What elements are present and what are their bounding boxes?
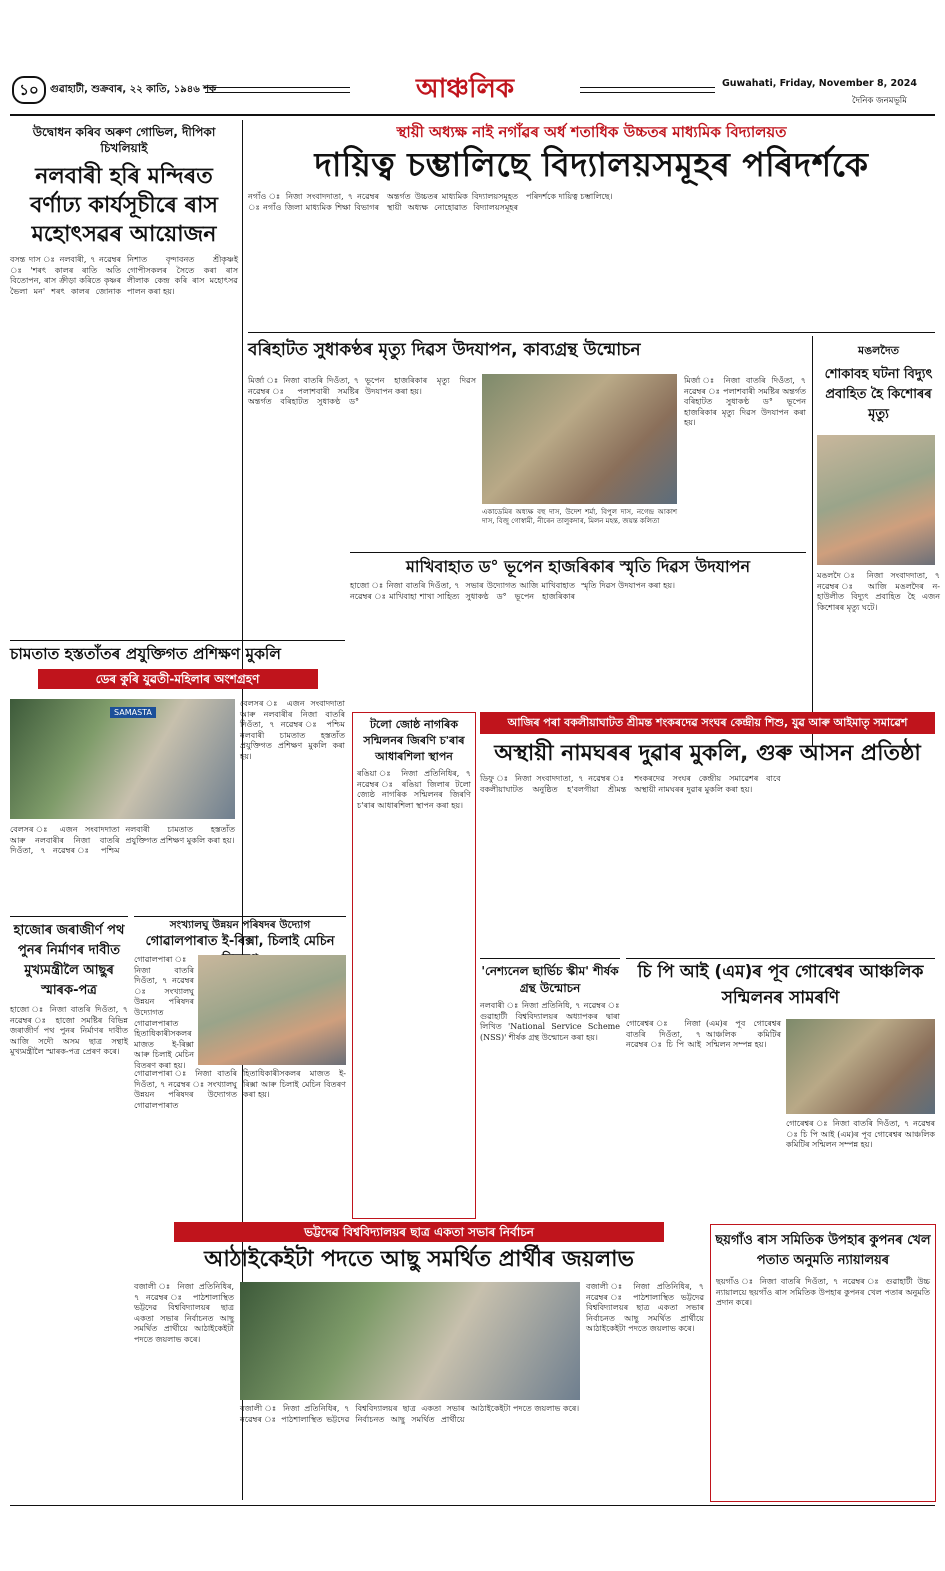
story-headline: 'নেশ্যনেল ছাৰ্ভিচ স্কীম' শীৰ্ষক গ্ৰন্থ উন্মোচন — [481, 964, 619, 995]
nalbari-raas-story — [10, 120, 238, 630]
mangaldoi-story — [812, 336, 940, 746]
cpim-story — [626, 958, 935, 1221]
story-kicker: আজিৰ পৰা বকলীয়াঘাটত শ্ৰীমন্ত শংকৰদেৱ সংঘৰ কেন্দ্ৰীয় শিশু, যুৱ আৰু আইমাতৃ সমাৱেশ — [480, 712, 935, 734]
story-body: ছয়গাঁও ঃ নিজা বাতৰি দিওঁতা, ৭ নৱেম্বৰ ঃ গুৱাহাটী উচ্চ ন্যায়ালয়ে ছয়গাঁও ৰাস সমিতিক উপহাৰ কুপনৰ খেল পতাৰ অনুমতি প্ৰদান কৰে। — [716, 1277, 930, 1308]
story-headline: বৰিহাটত সুধাকণ্ঠৰ মৃত্যু দিৱস উদযাপন, কাব্যগ্ৰন্থ উন্মোচন — [248, 340, 641, 360]
story-headline: গোৱালপাৰাত ই-ৰিক্সা, চিলাই মেচিন — [145, 934, 335, 949]
paper-name: দৈনিক জনমভূমি — [852, 96, 907, 106]
story-body: হাজো ঃ নিজা বাতৰি দিওঁতা, ৭ নৱেম্বৰ ঃ মাখিবাহা শাখা সাহিত্য সভাৰ উদ্যোগত আজি মাখিবাহাত সুধাকণ্ঠ ড° ভূপেন হাজৰিকাৰ স্মৃতি দিৱস উদযাপন কৰা হয়। — [350, 581, 675, 601]
barhat-photo — [482, 374, 677, 504]
story-kicker: উদ্বোধন কৰিব অৰুণ গোভিল, দীপিকা চিখলিয়াই — [32, 125, 216, 155]
story-body: বজালী ঃ নিজা প্ৰতিনিধিৰ, ৭ নৱেম্বৰ ঃ পাঠশালাস্থিত ভট্টদেৱ বিশ্ববিদ্যালয়ৰ ছাত্ৰ একতা সভাৰ নিৰ্বাচনত আছু সমৰ্থিত প্ৰাৰ্থীয়ে আঠাইকেইটা পদতে জয়লাভ কৰে। — [134, 1282, 234, 1344]
masthead-rule-left — [205, 87, 350, 93]
story-body: ডিফু ঃ নিজা সংবাদদাতা, ৭ নৱেম্বৰ ঃ বকলীয়াঘাটত অনুষ্ঠিত হ'বলগীয়া শ্ৰীমন্ত শংকৰদেৱ সংঘৰ কেন্দ্ৰীয় সমাৱেশৰ বাবে অস্থায়ী নামঘৰৰ দুৱাৰ মুকলি কৰা হয়। — [480, 774, 781, 794]
top-story — [248, 122, 935, 327]
story-body: নলবাৰী ঃ নিজা প্ৰতিনিধি, ৭ নৱেম্বৰ ঃ গুৱাহাটী বিশ্ববিদ্যালয়ৰ অধ্যাপকৰ দ্বাৰা লিখিত 'National Service Scheme (NSS)' শীৰ্ষক গ্ৰন্থ উন্মোচন কৰা হয়। — [480, 1001, 620, 1042]
story-headline: চি পি আই (এম)ৰ পূব গোৰেশ্বৰ আঞ্চলিক সন্মিলনৰ সামৰণি — [637, 962, 924, 1008]
story-body: গোৱালপাৰা ঃ নিজা বাতৰি দিওঁতা, ৭ নৱেম্বৰ ঃ সংখ্যালঘু উন্নয়ন পৰিষদৰ উদ্যোগত গোৱালপাৰাত হিতাধিকাৰীসকলৰ মাজত ই-ৰিক্সা আৰু চিলাই মেচিন বিতৰণ কৰা হয়। — [134, 955, 194, 1070]
hajo-road-story — [10, 916, 128, 1502]
story-headline: চামতাত হস্ততাঁতৰ প্ৰযুক্তিগত প্ৰশিক্ষণ মুকলি — [10, 645, 281, 663]
story-headline: শোকাবহ ঘটনা বিদ্যুৎ প্ৰবাহিত হৈ কিশোৰৰ মৃত্যু — [824, 367, 933, 422]
story-body-cont: গোৰেশ্বৰ ঃ নিজা বাতৰি দিওঁতা, ৭ নৱেম্বৰ ঃ চি পি আই (এম)ৰ পূব গোৰেশ্বৰ আঞ্চলিক কমিটিৰ সন্মিলন সম্পন্ন হয়। — [786, 1119, 935, 1150]
story-headline: ছয়গাঁও ৰাস সমিতিক উপহাৰ কুপনৰ খেল পতাত অনুমতি ন্যায়ালয়ৰ — [715, 1233, 931, 1268]
victim-photo — [817, 435, 935, 565]
masthead-rule-right — [580, 87, 715, 93]
story-kicker: সংখ্যালঘু উন্নয়ন পৰিষদৰ উদ্যোগ — [169, 919, 311, 931]
story-headline: নলবাৰী হৰি মন্দিৰত বৰ্ণাঢ্য কাৰ্যসূচীৰে ৰাস মহোৎসৱৰ আয়োজন — [30, 164, 218, 247]
story-body: নগাঁও ঃ নিজা সংবাদদাতা, ৭ নৱেম্বৰ ঃ নগাঁও জিলা মাধ্যমিক শিক্ষা বিভাগৰ অন্তৰ্গত উচ্চতৰ মাধ্যমিক বিদ্যালয়সমূহত স্থায়ী অধ্যক্ষ নোহোৱাত বিদ্যালয়সমূহৰ পৰিদৰ্শকে দায়িত্ব চম্ভালিছে। — [248, 192, 613, 212]
story-body: বেলসৰ ঃ এজন সংবাদদাতা আৰু নলবাৰীৰ নিজা বাতৰি দিওঁতা, ৭ নৱেম্বৰ ঃ পশ্চিম নলবাৰী চামতাত হস্ততাঁত প্ৰযুক্তিগত প্ৰশিক্ষণ মুকলি কৰা হয়। — [240, 699, 345, 761]
cpim-photo — [786, 1019, 935, 1114]
story-body-cont2: বজালী ঃ নিজা প্ৰতিনিধিৰ, ৭ নৱেম্বৰ ঃ পাঠশালাস্থিত ভট্টদেৱ বিশ্ববিদ্যালয়ৰ ছাত্ৰ একতা সভাৰ নিৰ্বাচনত আছু সমৰ্থিত প্ৰাৰ্থীয়ে আঠাইকেইটা পদতে জয়লাভ কৰে। — [586, 1282, 704, 1334]
story-headline: টলো জোষ্ঠ নাগৰিক সন্মিলনৰ জিৰণি চ'ৰাৰ আধাৰশিলা স্থাপন — [363, 718, 465, 763]
story-headline: অস্থায়ী নামঘৰৰ দুৱাৰ মুকলি, গুৰু আসন প্ৰতিষ্ঠা — [494, 741, 921, 766]
story-body: মঙলদৈ ঃ নিজা সংবাদদাতা, ৭ নৱেম্বৰ ঃ আজি মঙলদৈৰ ন-হাউলীত বিদ্যুৎ প্ৰবাহিত হৈ এজন কিশোৰৰ মৃত্যু ঘটে। — [817, 571, 940, 612]
story-body: মিৰ্জা ঃ নিজা বাতৰি দিওঁতা, ৭ নৱেম্বৰ ঃ পলাশবাৰী সমষ্টিৰ অন্তৰ্গত বৰিহাটত সুধাকণ্ঠ ড° ভূপেন হাজৰিকাৰ মৃত্যু দিৱস উদযাপন কৰা হয়। — [248, 376, 476, 407]
banner-text: SAMASTA — [110, 707, 156, 718]
story-body: বসন্ত দাস ঃ নলবাৰী, ৭ নৱেম্বৰ ঃ 'শৰৎ কালৰ ৰাতি অতি বিতোপন, ৰাস ক্ৰীড়া কৰিতে কৃষ্ণৰ ভৈলা মন' শৰৎ কালৰ জোনাক নিশাত বৃন্দাবনত শ্ৰীকৃষ্ণই গোপীসকলৰ সৈতে কৰা ৰাস লীলাক কেন্দ্ৰ কৰি ৰাস মহোৎসৱ পালন কৰা হয়। — [10, 255, 238, 296]
divider — [248, 332, 935, 333]
jironi-story — [352, 712, 476, 1219]
story-kicker: ভট্টদেৱ বিশ্ববিদ্যালয়ৰ ছাত্ৰ একতা সভাৰ নিৰ্বাচন — [174, 1222, 664, 1242]
story-body-cont: গোৱালপাৰা ঃ নিজা বাতৰি দিওঁতা, ৭ নৱেম্বৰ ঃ সংখ্যালঘু উন্নয়ন পৰিষদৰ উদ্যোগত গোৱালপাৰাত হিতাধিকাৰীসকলৰ মাজত ই-ৰিক্সা আৰু চিলাই মেচিন বিতৰণ কৰা হয়। — [134, 1069, 346, 1110]
masthead — [10, 74, 935, 108]
story-body-cont: মিৰ্জা ঃ নিজা বাতৰি দিওঁতা, ৭ নৱেম্বৰ ঃ পলাশবাৰী সমষ্টিৰ অন্তৰ্গত বৰিহাটত সুধাকণ্ঠ ড° ভূপেন হাজৰিকাৰ মৃত্যু দিৱস উদযাপন কৰা হয়। — [684, 376, 806, 428]
story-subhead: ডেৰ কুৰি যুৱতী-মহিলাৰ অংশগ্ৰহণ — [38, 669, 318, 689]
goalpara-photo — [198, 955, 346, 1065]
story-body-cont: বজালী ঃ নিজা প্ৰতিনিধিৰ, ৭ নৱেম্বৰ ঃ পাঠশালাস্থিত ভট্টদেৱ বিশ্ববিদ্যালয়ৰ ছাত্ৰ একতা সভাৰ নিৰ্বাচনত আছু সমৰ্থিত প্ৰাৰ্থীয়ে আঠাইকেইটা পদতে জয়লাভ কৰে। — [240, 1404, 580, 1424]
chaygaon-story — [710, 1224, 936, 1502]
date-english: Guwahati, Friday, November 8, 2024 — [722, 78, 917, 89]
makhibaha-story — [350, 552, 806, 703]
photo-caption: একাডেমিৰ অধ্যক্ষ বহু দাস, উদেশ শৰ্মা, বিপুল দাস, নগেন্দ্ৰ আকাশ দাস, বিজু গোস্বামী, নীৰেন তালুকদাৰ, মিলন মহন্ত, জয়ন্ত কলিতা — [482, 508, 677, 525]
story-headline: আঠাইকেইটা পদতে আছু সমৰ্থিত প্ৰাৰ্থীৰ জয়লাভ — [204, 1247, 634, 1272]
goalpara-story — [134, 916, 346, 1217]
nss-story — [480, 958, 620, 1219]
barhat-story — [248, 336, 806, 546]
story-kicker: মঙলদৈত — [857, 344, 900, 357]
story-body: ৰঙিয়া ঃ নিজা প্ৰতিনিধিৰ, ৭ নৱেম্বৰ ঃ ৰঙিয়া জিলাৰ টলো জ্যেষ্ঠ নাগৰিক সন্মিলনৰ জিৰণি চ'ৰাৰ আধাৰশিলা স্থাপন কৰা হয়। — [357, 769, 471, 810]
story-kicker: স্থায়ী অধ্যক্ষ নাই নগাঁৱৰ অৰ্ধ শতাধিক উচ্চতৰ মাধ্যমিক বিদ্যালয়ত — [396, 123, 787, 141]
story-body: গোৰেশ্বৰ ঃ নিজা বাতৰি দিওঁতা, ৭ নৱেম্বৰ ঃ চি পি আই (এম)ৰ পূব গোৰেশ্বৰ আঞ্চলিক কমিটিৰ সন্মিলন সম্পন্ন হয়। — [626, 1019, 781, 1050]
page-number: ১০ — [12, 76, 46, 104]
story-headline: হাজোৰ জৰাজীৰ্ণ পথ পুনৰ নিৰ্মাণৰ দাবীত মুখ্যমন্ত্ৰীলৈ আছুৰ স্মাৰক-পত্ৰ — [13, 923, 125, 998]
section-title: আঞ্চলিক — [415, 74, 515, 104]
story-body-cont: বেলসৰ ঃ এজন সংবাদদাতা আৰু নলবাৰীৰ নিজা বাতৰি দিওঁতা, ৭ নৱেম্বৰ ঃ পশ্চিম নলবাৰী চামতাত হস্ততাঁত প্ৰযুক্তিগত প্ৰশিক্ষণ মুকলি কৰা হয়। — [10, 825, 235, 856]
page-bottom-rule — [10, 1505, 935, 1506]
story-body: হাজো ঃ নিজা বাতৰি দিওঁতা, ৭ নৱেম্বৰ ঃ হাজো সমষ্টিৰ বিভিন্ন জৰাজীৰ্ণ পথ পুনৰ নিৰ্মাণৰ দাবীত আজি সদৌ অসম ছাত্ৰ সন্থাই মুখ্যমন্ত্ৰীলৈ স্মাৰক-পত্ৰ প্ৰেৰণ কৰে। — [10, 1005, 128, 1057]
story-headline: দায়িত্ব চম্ভালিছে বিদ্যালয়সমূহৰ পৰিদৰ্শকে — [314, 145, 869, 184]
namghar-story — [480, 712, 935, 952]
date-assamese: গুৱাহাটী, শুক্ৰবাৰ, ২২ কাতি, ১৯৪৬ শক — [50, 84, 217, 95]
bhattadev-story — [134, 1222, 704, 1502]
masthead-underline — [10, 114, 935, 116]
chamata-photo — [10, 699, 235, 819]
chamata-story — [10, 640, 345, 911]
story-headline: মাখিবাহাত ড° ভূপেন হাজৰিকাৰ স্মৃতি দিৱস উদযাপন — [405, 557, 751, 576]
bhattadev-photo — [240, 1282, 580, 1400]
